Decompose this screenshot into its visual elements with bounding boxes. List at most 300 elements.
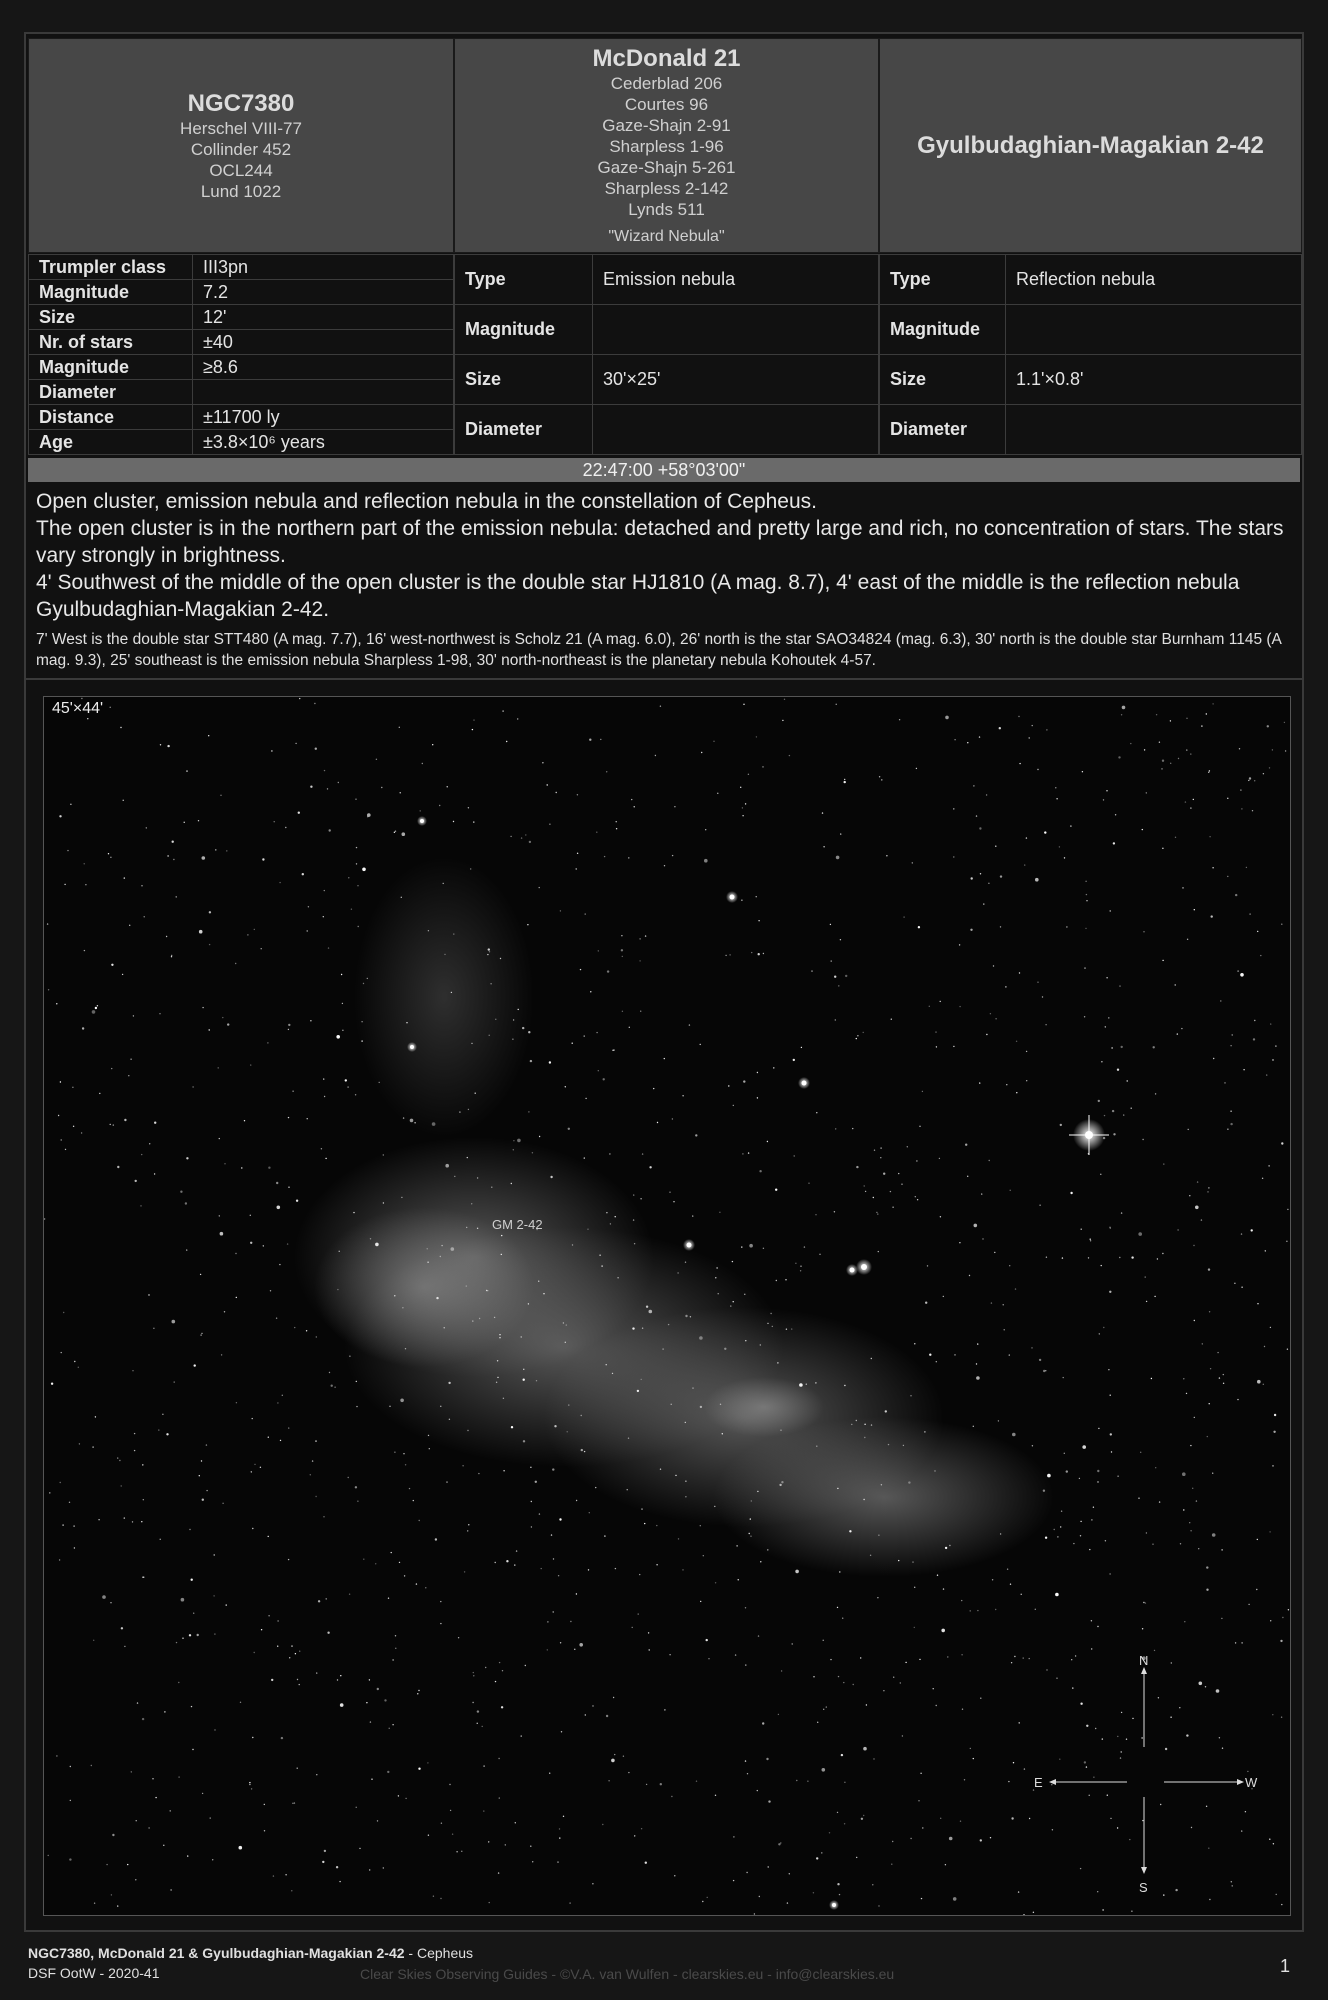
- star: [347, 1086, 348, 1087]
- star: [1009, 1265, 1010, 1266]
- star: [857, 1035, 858, 1036]
- star: [271, 1679, 273, 1681]
- star: [1281, 924, 1282, 925]
- star: [1257, 1303, 1258, 1304]
- star: [628, 1438, 629, 1439]
- star: [357, 1501, 358, 1502]
- star: [1245, 1811, 1246, 1812]
- star: [801, 1047, 802, 1048]
- star: [813, 1892, 814, 1893]
- star: [998, 1420, 999, 1421]
- star: [569, 1902, 570, 1903]
- star: [164, 1711, 165, 1712]
- star: [933, 1688, 934, 1689]
- star: [685, 1496, 686, 1497]
- star: [392, 1724, 393, 1725]
- star: [394, 1452, 395, 1453]
- star: [741, 1246, 742, 1247]
- property-value: 12': [193, 305, 454, 330]
- star: [92, 1446, 93, 1447]
- star: [784, 699, 785, 700]
- star: [1000, 875, 1002, 877]
- star: [949, 1837, 953, 1841]
- star: [1091, 1620, 1092, 1621]
- star: [830, 1659, 831, 1660]
- star: [494, 1317, 495, 1318]
- star: [444, 954, 445, 955]
- star: [885, 1410, 887, 1412]
- star: [1119, 985, 1120, 986]
- star: [1281, 1142, 1283, 1144]
- star: [236, 1297, 237, 1298]
- star: [576, 868, 577, 869]
- star: [328, 947, 329, 948]
- star: [856, 1166, 858, 1168]
- star: [835, 1019, 836, 1020]
- star: [48, 989, 49, 990]
- star: [64, 884, 65, 885]
- star: [877, 1597, 878, 1598]
- star: [1121, 1212, 1122, 1213]
- star: [271, 750, 272, 751]
- star: [1104, 1115, 1105, 1116]
- star: [1013, 1762, 1014, 1763]
- star: [279, 1264, 280, 1265]
- star: [1029, 737, 1030, 738]
- star: [288, 1559, 289, 1560]
- star: [844, 1782, 845, 1783]
- star: [970, 1610, 971, 1611]
- star: [641, 1508, 642, 1509]
- star: [754, 1913, 755, 1914]
- property-label: Magnitude: [880, 305, 1006, 355]
- star: [577, 794, 578, 795]
- star: [132, 1370, 133, 1371]
- star: [224, 1311, 225, 1312]
- star: [986, 1034, 987, 1035]
- star: [1272, 749, 1273, 750]
- star: [1016, 1092, 1017, 1093]
- star: [1186, 749, 1187, 750]
- star: [110, 857, 111, 858]
- star: [119, 1460, 120, 1461]
- nebula-photo: [43, 696, 1291, 1916]
- star: [1111, 1047, 1112, 1048]
- star: [178, 1776, 179, 1777]
- star: [215, 849, 216, 850]
- star: [405, 1464, 406, 1465]
- star: [240, 1702, 241, 1703]
- star: [817, 1722, 818, 1723]
- star: [637, 1390, 639, 1392]
- star: [1079, 1478, 1080, 1479]
- star: [375, 1563, 376, 1564]
- star: [433, 1896, 434, 1897]
- star: [120, 727, 121, 728]
- star: [291, 1645, 292, 1646]
- star: [1209, 1403, 1210, 1404]
- property-value: 1.1'×0.8': [1006, 355, 1302, 405]
- star: [1123, 1114, 1124, 1115]
- star: [700, 1044, 701, 1045]
- star: [766, 1758, 768, 1760]
- star: [1056, 798, 1057, 799]
- star: [206, 1444, 207, 1445]
- star: [97, 1005, 98, 1006]
- star: [1264, 1346, 1265, 1347]
- star: [922, 1827, 923, 1828]
- star: [323, 916, 324, 917]
- star: [1190, 1530, 1191, 1531]
- star: [250, 1215, 251, 1216]
- star: [606, 771, 607, 772]
- star: [807, 1781, 808, 1782]
- star: [602, 1824, 603, 1825]
- star: [435, 1538, 437, 1540]
- coordinates-bar: 22:47:00 +58°03'00": [28, 458, 1300, 482]
- star: [973, 1758, 974, 1759]
- star: [1129, 1839, 1130, 1840]
- star: [648, 1632, 649, 1633]
- star: [989, 1160, 990, 1161]
- star: [285, 1874, 286, 1875]
- star: [270, 1290, 271, 1291]
- star: [142, 1464, 143, 1465]
- star: [500, 958, 501, 959]
- star: [1273, 1431, 1275, 1433]
- star: [1206, 1566, 1208, 1568]
- star: [1142, 1820, 1143, 1821]
- star: [610, 1223, 611, 1224]
- star: [189, 1529, 190, 1530]
- star: [1178, 758, 1179, 759]
- star: [745, 1664, 746, 1665]
- star: [701, 752, 702, 753]
- star: [532, 1152, 533, 1153]
- star: [922, 1091, 923, 1092]
- star: [1039, 1359, 1041, 1361]
- star: [1146, 792, 1147, 793]
- star: [154, 1173, 155, 1174]
- star: [1198, 1548, 1199, 1549]
- star: [640, 1011, 641, 1012]
- star: [329, 829, 331, 831]
- star: [1080, 1535, 1081, 1536]
- star: [943, 1296, 944, 1297]
- star: [227, 1023, 229, 1025]
- star: [214, 1729, 215, 1730]
- star: [815, 1214, 816, 1215]
- star: [327, 1632, 329, 1634]
- star: [672, 1118, 673, 1119]
- star: [458, 1637, 459, 1638]
- star: [74, 1547, 75, 1548]
- cluster-properties-table: [28, 254, 454, 455]
- star: [99, 1093, 100, 1094]
- star: [110, 707, 111, 708]
- star: [656, 1564, 657, 1565]
- star: [475, 1093, 476, 1094]
- star: [1080, 1521, 1081, 1522]
- star: [1086, 900, 1087, 901]
- star: [609, 1153, 610, 1154]
- star: [468, 1109, 469, 1110]
- star: [622, 1011, 623, 1012]
- star: [1212, 1473, 1213, 1474]
- star: [1026, 837, 1027, 838]
- star: [1043, 1490, 1045, 1492]
- star: [856, 1420, 857, 1421]
- star: [1026, 1051, 1027, 1052]
- star: [1170, 1717, 1171, 1718]
- star: [84, 950, 85, 951]
- star: [496, 1382, 497, 1383]
- star: [585, 913, 586, 914]
- star: [199, 1475, 200, 1476]
- star: [499, 1662, 500, 1663]
- star: [321, 1148, 322, 1149]
- star: [446, 1481, 447, 1482]
- star: [903, 916, 904, 917]
- star: [822, 812, 823, 813]
- star: [692, 1215, 693, 1216]
- star: [943, 1588, 944, 1589]
- star: [811, 970, 812, 971]
- star: [669, 1654, 670, 1655]
- star: [914, 1587, 915, 1588]
- star: [861, 1818, 863, 1820]
- star: [1072, 1687, 1073, 1688]
- star: [1019, 1722, 1020, 1723]
- star: [1000, 1533, 1001, 1534]
- star: [254, 1652, 255, 1653]
- star: [171, 956, 172, 957]
- star: [171, 955, 172, 956]
- star: [208, 735, 209, 736]
- star: [427, 1262, 428, 1263]
- star: [209, 911, 211, 913]
- star: [768, 1866, 769, 1867]
- star: [1145, 1602, 1146, 1603]
- star: [759, 1896, 760, 1897]
- star: [787, 1902, 788, 1903]
- star: [310, 786, 312, 788]
- star: [880, 1147, 881, 1148]
- star: [1142, 1628, 1143, 1629]
- star: [715, 1582, 716, 1583]
- compass-east: E: [1034, 1775, 1043, 1790]
- star: [745, 1340, 746, 1341]
- star: [713, 741, 714, 742]
- star: [836, 704, 837, 705]
- star: [1267, 725, 1269, 727]
- gm242-header: [879, 38, 1302, 253]
- star: [1106, 977, 1107, 978]
- star: [979, 1082, 980, 1083]
- star: [977, 1610, 978, 1611]
- star: [742, 807, 743, 808]
- star: [58, 1115, 59, 1116]
- star: [1117, 1736, 1118, 1737]
- table-row: [29, 430, 454, 455]
- star: [762, 1722, 764, 1724]
- star: [1015, 1288, 1016, 1289]
- star: [1045, 1537, 1047, 1539]
- star: [1165, 1748, 1167, 1750]
- star: [649, 1649, 650, 1650]
- star: [935, 1031, 936, 1032]
- star: [1206, 1589, 1208, 1591]
- star: [842, 1618, 843, 1619]
- star: [1241, 1642, 1242, 1643]
- star: [1234, 1283, 1235, 1284]
- star: [525, 834, 526, 835]
- star: [307, 930, 308, 931]
- star: [967, 1176, 968, 1177]
- star: [856, 1857, 857, 1858]
- compass-north: N: [1139, 1653, 1149, 1668]
- star: [516, 1550, 517, 1551]
- star: [356, 863, 357, 864]
- star: [1101, 1265, 1102, 1266]
- star: [363, 1559, 364, 1560]
- star: [1121, 714, 1122, 715]
- star: [822, 1768, 826, 1772]
- star: [852, 1128, 853, 1129]
- star: [1043, 1370, 1045, 1372]
- star: [560, 910, 561, 911]
- star: [1209, 1311, 1210, 1312]
- star: [467, 1530, 468, 1531]
- star: [556, 792, 557, 793]
- star: [743, 1080, 745, 1082]
- star: [473, 821, 474, 822]
- star: [1163, 1163, 1164, 1164]
- star: [1029, 1818, 1030, 1819]
- star: [740, 787, 741, 788]
- star: [671, 1404, 672, 1405]
- star: [634, 806, 635, 807]
- star: [612, 1373, 613, 1374]
- star: [1227, 876, 1228, 877]
- star: [218, 1067, 219, 1068]
- star: [815, 1382, 816, 1383]
- star: [669, 1192, 670, 1193]
- star: [1241, 1287, 1242, 1288]
- star: [488, 1841, 489, 1842]
- property-label: Magnitude: [29, 280, 193, 305]
- star: [503, 1398, 504, 1399]
- star: [699, 1336, 703, 1340]
- star: [315, 748, 317, 750]
- star: [613, 1049, 614, 1050]
- star: [974, 1224, 978, 1228]
- star: [49, 1492, 50, 1493]
- star: [903, 1445, 904, 1446]
- star: [570, 1621, 571, 1622]
- star: [170, 1889, 171, 1890]
- star: [770, 1313, 771, 1314]
- star: [823, 1709, 824, 1710]
- star: [1209, 770, 1210, 771]
- star: [1007, 1569, 1008, 1570]
- star: [292, 1091, 293, 1092]
- star: [260, 1467, 261, 1468]
- star: [235, 1253, 236, 1254]
- star: [844, 781, 846, 783]
- gm242-label: GM 2-42: [492, 1217, 543, 1232]
- star: [1109, 1291, 1111, 1293]
- star: [174, 1381, 175, 1382]
- star: [608, 1780, 609, 1781]
- star: [1102, 1909, 1103, 1910]
- star: [717, 793, 718, 794]
- property-value: Reflection nebula: [1006, 255, 1302, 305]
- star: [521, 1735, 522, 1736]
- star: [453, 821, 454, 822]
- star: [888, 1444, 889, 1445]
- star: [251, 1788, 252, 1789]
- star: [449, 1784, 450, 1785]
- star: [613, 1697, 614, 1698]
- star: [1103, 1327, 1104, 1328]
- star: [514, 1564, 515, 1565]
- star: [995, 1018, 996, 1019]
- star: [186, 770, 187, 771]
- star: [318, 1600, 320, 1602]
- star: [878, 1251, 879, 1252]
- star: [1042, 996, 1043, 997]
- star: [527, 924, 528, 925]
- star: [994, 1252, 995, 1253]
- star: [81, 1132, 82, 1133]
- star: [402, 1307, 403, 1308]
- star: [443, 883, 444, 884]
- star: [1272, 1465, 1273, 1466]
- star: [202, 856, 206, 860]
- star: [436, 1297, 438, 1299]
- star: [1196, 1500, 1197, 1501]
- star: [1099, 1333, 1100, 1334]
- star: [135, 1180, 137, 1182]
- star: [1195, 1206, 1199, 1210]
- star: [715, 1277, 716, 1278]
- star: [1131, 1108, 1132, 1109]
- star: [547, 1649, 548, 1650]
- star: [128, 1075, 129, 1076]
- property-value: [1006, 405, 1302, 455]
- star: [316, 1336, 317, 1337]
- star: [194, 1364, 196, 1366]
- star: [517, 718, 518, 719]
- star: [79, 1443, 80, 1444]
- star: [553, 1611, 554, 1612]
- star: [796, 1780, 797, 1781]
- star: [167, 855, 168, 856]
- star: [440, 1623, 441, 1624]
- star: [192, 1086, 193, 1087]
- compass-rose: [1034, 1653, 1258, 1895]
- star: [912, 1561, 913, 1562]
- star: [576, 1500, 577, 1501]
- star: [1011, 1662, 1012, 1663]
- star: [961, 1654, 962, 1655]
- star: [559, 1828, 560, 1829]
- star: [1254, 1020, 1255, 1021]
- star: [716, 1267, 717, 1268]
- star: [530, 1060, 532, 1062]
- star: [191, 1579, 193, 1581]
